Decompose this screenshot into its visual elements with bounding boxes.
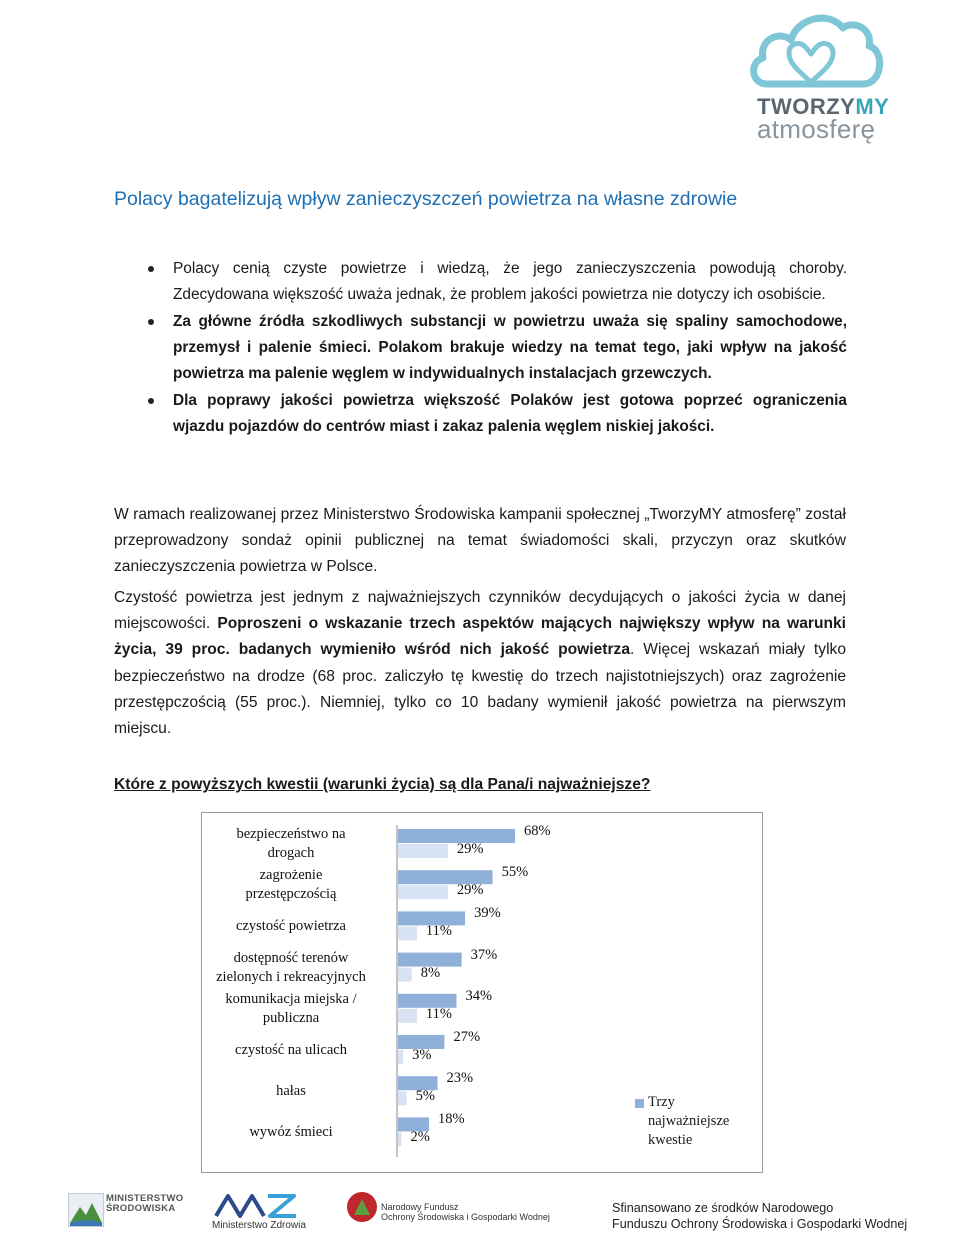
data-label: 29% xyxy=(456,882,484,899)
nfosigw-label xyxy=(381,1202,550,1222)
bar-secondary xyxy=(398,1009,417,1023)
intro-paragraph: W ramach realizowanej przez Ministerstwo Środowiska kampanii społecznej „TworzyMY atmosferę” został przeprowadzony sondaż opinii publicznej na temat świadomości skali, przyczyn oraz skutków zanieczyszczenia powietrza w Polsce. xyxy=(114,506,846,576)
category-label-line: komunikacja miejska / xyxy=(225,990,357,1007)
sponsor-note xyxy=(612,1200,907,1232)
logo-tagline: atmosferę xyxy=(757,114,876,144)
logo-word-tworzy: TWORZY xyxy=(757,94,856,119)
mz-label: Ministerstwo Zdrowia xyxy=(212,1220,306,1231)
bar-secondary xyxy=(398,885,448,899)
data-label: 55% xyxy=(501,864,529,881)
findings-text-bold: Poproszeni o wskazanie trzech aspektów mających największy wpływ na warunki życia, 39 proc. badanych wymieniło wśród nich jakość powietrza xyxy=(114,615,847,659)
data-label: 5% xyxy=(415,1088,435,1105)
bullet-item: Polacy cenią czyste powietrze i wiedzą, że jego zanieczyszczenia powodują choroby. Zdecydowana większość uważa jednak, że problem jakości powietrza nie dotyczy ich osobiście. xyxy=(147,256,847,308)
category-label-line: hałas xyxy=(276,1082,306,1099)
category-label-line: zielonych i rekreacyjnych xyxy=(216,968,366,985)
mos-line: ŚRODOWISKA xyxy=(106,1203,176,1214)
data-label: 2% xyxy=(410,1129,430,1146)
data-label: 23% xyxy=(446,1070,474,1087)
bullet-text: Dla poprawy jakości powietrza większość Polaków jest gotowa poprzeć ograniczenia wjazdu pojazdów do centrów miast i zakaz palenia węglem niskiej jakości. xyxy=(173,392,847,435)
nfosigw-emblem-icon xyxy=(346,1191,378,1225)
bar-secondary xyxy=(398,1050,403,1064)
data-label: 39% xyxy=(474,905,501,922)
category-label xyxy=(196,1123,386,1142)
bar-secondary xyxy=(398,1132,401,1146)
category-label-line: przestępczością xyxy=(245,886,337,903)
legend-line: najważniejsze xyxy=(648,1113,730,1129)
category-label xyxy=(196,866,386,904)
findings-text-c: . Więcej wskazań miały tylko bezpieczeństwo na drodze (68 proc. zaliczyło tę kwestię do trzech najistotniejszych) oraz zagrożenie przestępczością (55 proc.). Niemniej, tylko co 10 badany wymienił jakość powietrza na pierwszym miejscu. xyxy=(114,641,846,738)
data-label: 18% xyxy=(437,1111,465,1128)
page-title: Polacy bagatelizują wpływ zanieczyszczeń powietrza na własne zdrowie xyxy=(114,188,738,210)
nf-line: Ochrony Środowiska i Gospodarki Wodnej xyxy=(381,1212,550,1222)
data-label: 8% xyxy=(420,964,441,981)
logo-word-my: MY xyxy=(855,94,890,119)
legend-line: kwestie xyxy=(648,1132,693,1148)
category-label-line: dostępność terenów xyxy=(233,949,349,966)
data-label: 37% xyxy=(470,946,498,963)
category-label-line: czystość powietrza xyxy=(236,917,346,934)
data-label: 27% xyxy=(453,1029,481,1045)
ministerstwo-srodowiska-logo xyxy=(68,1193,104,1232)
legend-line: Trzy xyxy=(648,1094,675,1110)
mos-line: MINISTERSTWO xyxy=(106,1193,184,1204)
mos-emblem-icon xyxy=(68,1193,104,1227)
nf-line: Narodowy Fundusz xyxy=(381,1202,459,1212)
data-label: 68% xyxy=(523,823,551,839)
findings-text-a: Czystość powietrza jest jednym z najważniejszych czynników decydujących o jakości życia w danej miejscowości. xyxy=(114,589,846,633)
category-label-line: publiczna xyxy=(262,1009,320,1026)
chart-question: Które z powyższych kwestii (warunki życia) są dla Pana/i najważniejsze? xyxy=(114,776,651,793)
category-label xyxy=(196,1082,386,1101)
category-label xyxy=(196,825,386,863)
data-label: 11% xyxy=(425,923,452,940)
legend-swatch xyxy=(635,1099,644,1108)
category-label xyxy=(196,949,386,987)
legend-label xyxy=(648,1093,758,1150)
data-label: 29% xyxy=(456,841,484,857)
bar-secondary xyxy=(398,968,412,982)
bar-secondary xyxy=(398,1091,407,1105)
category-label-line: drogach xyxy=(267,845,315,861)
sponsor-line: Funduszu Ochrony Środowiska i Gospodarki Wodnej xyxy=(612,1217,908,1231)
bar-secondary xyxy=(398,926,417,940)
category-label-line: bezpieczeństwo na xyxy=(236,826,346,842)
mos-label xyxy=(106,1194,184,1214)
category-label-line: czystość na ulicach xyxy=(235,1041,347,1058)
data-label: 3% xyxy=(412,1047,432,1063)
sponsor-line: Sfinansowano ze środków Narodowego xyxy=(612,1201,834,1215)
data-label: 34% xyxy=(465,987,493,1004)
category-label-line: wywóz śmieci xyxy=(249,1123,333,1140)
bullet-text: Za główne źródła szkodliwych substancji w powietrzu uważa się spaliny samochodowe, przemysł i palenie śmieci. Polakom brakuje wiedzy na temat tego, jaki wpływ na jakość powietrza ma palenie węglem w indywidualnych instalacjach grzewczych. xyxy=(173,313,847,382)
ministerstwo-zdrowia-logo-icon xyxy=(214,1190,298,1220)
data-label: 11% xyxy=(425,1005,452,1022)
bar-secondary xyxy=(398,844,448,858)
category-label xyxy=(196,1041,386,1060)
category-label-line: zagrożenie xyxy=(259,867,323,884)
category-label xyxy=(196,990,386,1028)
category-label xyxy=(196,917,386,936)
